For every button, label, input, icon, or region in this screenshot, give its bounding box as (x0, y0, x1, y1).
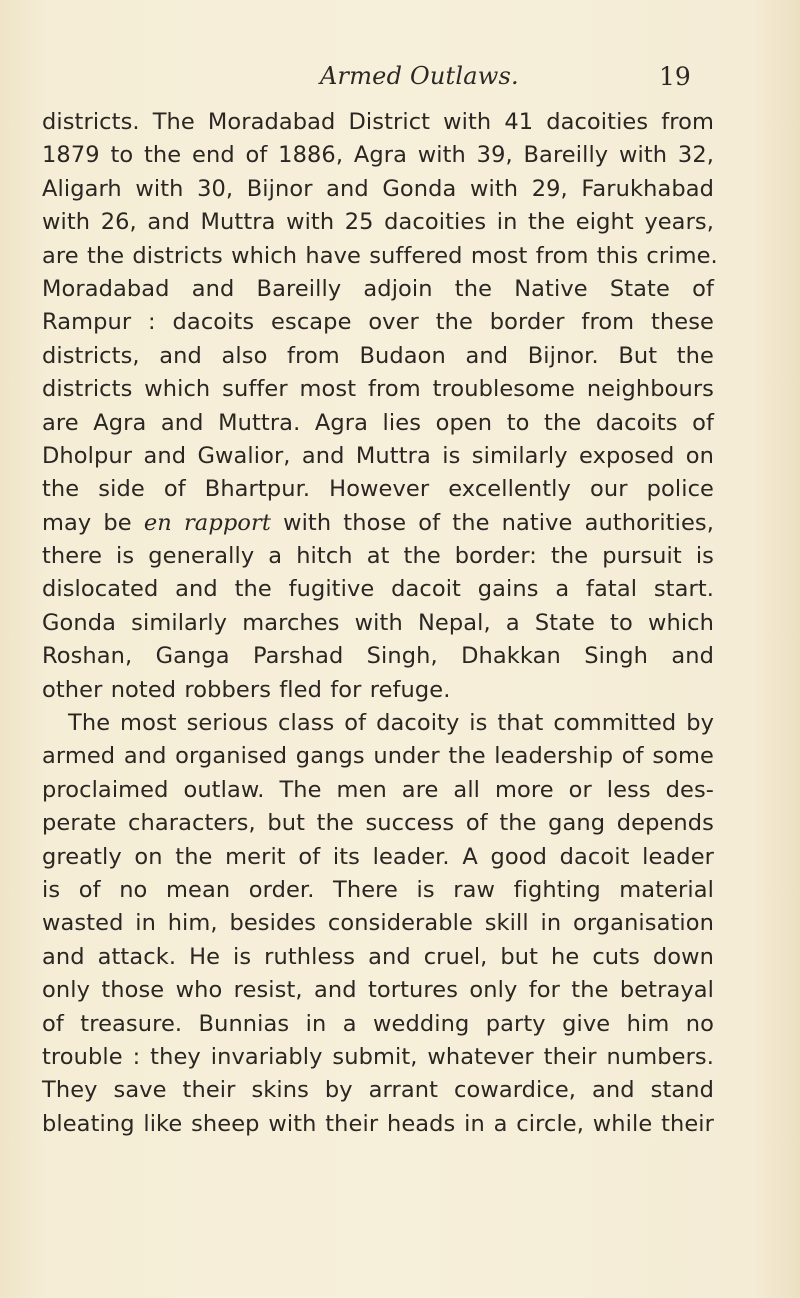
text-line: greatly on the merit of its leader. A good dacoit leader (42, 843, 714, 870)
text-segment: may be (42, 509, 144, 536)
text-line: districts which suffer most from troublesome neighbours (42, 376, 714, 403)
text-line: of treasure. Bunnias in a wedding party give him no (42, 1010, 714, 1037)
text-line: there is generally a hitch at the border: the pursuit is (42, 543, 714, 570)
text-line: districts. The Moradabad District with 41 dacoities from (42, 109, 714, 135)
text-line: Moradabad and Bareilly adjoin the Native State of (42, 275, 714, 302)
text-line: only those who resist, and tortures only for the betrayal (42, 977, 714, 1004)
text-line: with 26, and Muttra with 25 dacoities in the eight years, (42, 209, 714, 236)
text-line: is of no mean order. There is raw fighting material (42, 876, 714, 903)
text-line: armed and organised gangs under the leadership of some (42, 743, 714, 770)
text-line: They save their skins by arrant cowardice, and stand (42, 1077, 714, 1104)
text-line: are the districts which have suffered most from this crime. (42, 242, 718, 269)
text-line: proclaimed outlaw. The men are all more or less des- (42, 776, 714, 803)
text-line: Rampur : dacoits escape over the border from these (42, 309, 714, 336)
text-line: Roshan, Ganga Parshad Singh, Dhakkan Singh and (42, 643, 714, 670)
text-line: the side of Bhartpur. However excellently our police (42, 476, 714, 503)
paragraph-start-line: The most serious class of dacoity is that committed by (68, 710, 714, 737)
text-line: perate characters, but the success of the gang depends (42, 810, 714, 837)
body-text (42, 106, 718, 1141)
text-line: bleating like sheep with their heads in a circle, while their (42, 1110, 714, 1137)
text-line: trouble : they invariably submit, whatever their numbers. (42, 1043, 714, 1070)
page-number: 19 (659, 62, 691, 91)
text-line: Dholpur and Gwalior, and Muttra is similarly exposed on (42, 442, 714, 469)
text-line: wasted in him, besides considerable skill in organisation (42, 910, 714, 937)
running-title: Armed Outlaws. (320, 62, 519, 90)
text-line: Gonda similarly marches with Nepal, a State to which (42, 609, 714, 636)
page-header (0, 62, 800, 102)
paragraph-end-line: other noted robbers fled for refuge. (42, 676, 451, 703)
text-line: and attack. He is ruthless and cruel, but he cuts down (42, 943, 714, 970)
text-line: districts, and also from Budaon and Bijnor. But the (42, 342, 714, 369)
text-line: dislocated and the fugitive dacoit gains a fatal start. (42, 576, 714, 603)
text-line: are Agra and Muttra. Agra lies open to the dacoits of (42, 409, 714, 436)
text-line: Aligarh with 30, Bijnor and Gonda with 29, Farukhabad (42, 175, 714, 202)
italic-phrase: en rapport (143, 509, 271, 536)
text-line: 1879 to the end of 1886, Agra with 39, Bareilly with 32, (42, 142, 714, 169)
text-line-with-italic (42, 507, 714, 540)
text-segment: with those of the native authorities, (270, 509, 714, 536)
